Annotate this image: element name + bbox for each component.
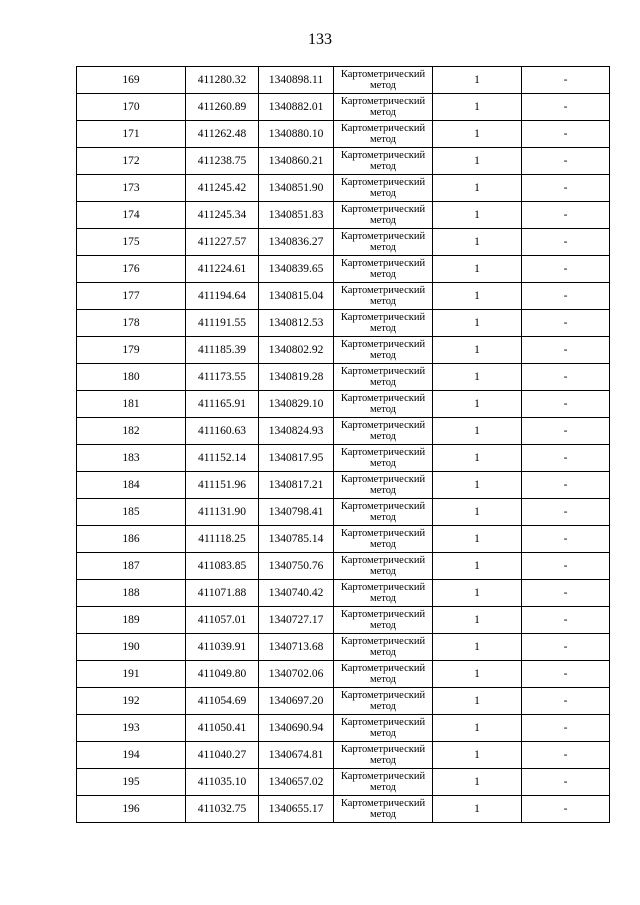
- accuracy-cell: 1: [433, 283, 522, 310]
- table-row: [77, 661, 610, 688]
- description-cell: -: [522, 256, 610, 283]
- accuracy-cell: 1: [433, 499, 522, 526]
- y-coordinate-cell: 1340880.10: [259, 121, 334, 148]
- accuracy-cell: 1: [433, 472, 522, 499]
- x-coordinate-cell: 411152.14: [186, 445, 259, 472]
- method-cell: Картометрический метод: [334, 769, 433, 796]
- method-cell: Картометрический метод: [334, 121, 433, 148]
- description-cell: -: [522, 499, 610, 526]
- description-cell: -: [522, 148, 610, 175]
- table-row: [77, 337, 610, 364]
- method-cell: Картометрический метод: [334, 553, 433, 580]
- table-row: [77, 688, 610, 715]
- method-cell: Картометрический метод: [334, 283, 433, 310]
- point-number-cell: 174: [77, 202, 186, 229]
- accuracy-cell: 1: [433, 229, 522, 256]
- table-row: [77, 769, 610, 796]
- point-number-cell: 194: [77, 742, 186, 769]
- table-row: [77, 445, 610, 472]
- x-coordinate-cell: 411050.41: [186, 715, 259, 742]
- table-row: [77, 742, 610, 769]
- point-number-cell: 179: [77, 337, 186, 364]
- accuracy-cell: 1: [433, 175, 522, 202]
- y-coordinate-cell: 1340815.04: [259, 283, 334, 310]
- description-cell: -: [522, 553, 610, 580]
- x-coordinate-cell: 411165.91: [186, 391, 259, 418]
- description-cell: -: [522, 391, 610, 418]
- method-cell: Картометрический метод: [334, 67, 433, 94]
- y-coordinate-cell: 1340882.01: [259, 94, 334, 121]
- point-number-cell: 186: [77, 526, 186, 553]
- y-coordinate-cell: 1340697.20: [259, 688, 334, 715]
- x-coordinate-cell: 411071.88: [186, 580, 259, 607]
- point-number-cell: 195: [77, 769, 186, 796]
- accuracy-cell: 1: [433, 121, 522, 148]
- x-coordinate-cell: 411245.42: [186, 175, 259, 202]
- table-row: [77, 121, 610, 148]
- y-coordinate-cell: 1340657.02: [259, 769, 334, 796]
- point-number-cell: 182: [77, 418, 186, 445]
- description-cell: -: [522, 337, 610, 364]
- point-number-cell: 180: [77, 364, 186, 391]
- point-number-cell: 170: [77, 94, 186, 121]
- table-row: [77, 67, 610, 94]
- point-number-cell: 181: [77, 391, 186, 418]
- y-coordinate-cell: 1340851.90: [259, 175, 334, 202]
- x-coordinate-cell: 411191.55: [186, 310, 259, 337]
- x-coordinate-cell: 411245.34: [186, 202, 259, 229]
- y-coordinate-cell: 1340802.92: [259, 337, 334, 364]
- x-coordinate-cell: 411280.32: [186, 67, 259, 94]
- x-coordinate-cell: 411224.61: [186, 256, 259, 283]
- y-coordinate-cell: 1340839.65: [259, 256, 334, 283]
- point-number-cell: 171: [77, 121, 186, 148]
- x-coordinate-cell: 411040.27: [186, 742, 259, 769]
- table-row: [77, 310, 610, 337]
- description-cell: -: [522, 175, 610, 202]
- y-coordinate-cell: 1340829.10: [259, 391, 334, 418]
- method-cell: Картометрический метод: [334, 688, 433, 715]
- accuracy-cell: 1: [433, 67, 522, 94]
- x-coordinate-cell: 411131.90: [186, 499, 259, 526]
- point-number-cell: 184: [77, 472, 186, 499]
- accuracy-cell: 1: [433, 715, 522, 742]
- description-cell: -: [522, 607, 610, 634]
- y-coordinate-cell: 1340898.11: [259, 67, 334, 94]
- point-number-cell: 188: [77, 580, 186, 607]
- description-cell: -: [522, 526, 610, 553]
- description-cell: -: [522, 796, 610, 823]
- accuracy-cell: 1: [433, 607, 522, 634]
- point-number-cell: 185: [77, 499, 186, 526]
- table-row: [77, 580, 610, 607]
- description-cell: -: [522, 67, 610, 94]
- accuracy-cell: 1: [433, 580, 522, 607]
- y-coordinate-cell: 1340812.53: [259, 310, 334, 337]
- x-coordinate-cell: 411118.25: [186, 526, 259, 553]
- accuracy-cell: 1: [433, 742, 522, 769]
- description-cell: -: [522, 634, 610, 661]
- method-cell: Картометрический метод: [334, 499, 433, 526]
- method-cell: Картометрический метод: [334, 715, 433, 742]
- description-cell: -: [522, 229, 610, 256]
- description-cell: -: [522, 580, 610, 607]
- table-row: [77, 472, 610, 499]
- point-number-cell: 183: [77, 445, 186, 472]
- y-coordinate-cell: 1340690.94: [259, 715, 334, 742]
- y-coordinate-cell: 1340785.14: [259, 526, 334, 553]
- point-number-cell: 189: [77, 607, 186, 634]
- method-cell: Картометрический метод: [334, 526, 433, 553]
- accuracy-cell: 1: [433, 445, 522, 472]
- table-row: [77, 796, 610, 823]
- point-number-cell: 191: [77, 661, 186, 688]
- method-cell: Картометрический метод: [334, 742, 433, 769]
- y-coordinate-cell: 1340750.76: [259, 553, 334, 580]
- table-row: [77, 499, 610, 526]
- description-cell: -: [522, 94, 610, 121]
- table-row: [77, 256, 610, 283]
- accuracy-cell: 1: [433, 391, 522, 418]
- x-coordinate-cell: 411262.48: [186, 121, 259, 148]
- accuracy-cell: 1: [433, 526, 522, 553]
- description-cell: -: [522, 121, 610, 148]
- accuracy-cell: 1: [433, 418, 522, 445]
- accuracy-cell: 1: [433, 94, 522, 121]
- accuracy-cell: 1: [433, 634, 522, 661]
- y-coordinate-cell: 1340851.83: [259, 202, 334, 229]
- method-cell: Картометрический метод: [334, 472, 433, 499]
- y-coordinate-cell: 1340817.95: [259, 445, 334, 472]
- description-cell: -: [522, 661, 610, 688]
- y-coordinate-cell: 1340819.28: [259, 364, 334, 391]
- table-row: [77, 94, 610, 121]
- y-coordinate-cell: 1340824.93: [259, 418, 334, 445]
- description-cell: -: [522, 310, 610, 337]
- method-cell: Картометрический метод: [334, 661, 433, 688]
- method-cell: Картометрический метод: [334, 391, 433, 418]
- x-coordinate-cell: 411057.01: [186, 607, 259, 634]
- point-number-cell: 178: [77, 310, 186, 337]
- table-row: [77, 283, 610, 310]
- coordinates-table: [76, 66, 610, 823]
- table-row: [77, 391, 610, 418]
- method-cell: Картометрический метод: [334, 202, 433, 229]
- description-cell: -: [522, 283, 610, 310]
- description-cell: -: [522, 715, 610, 742]
- method-cell: Картометрический метод: [334, 94, 433, 121]
- x-coordinate-cell: 411185.39: [186, 337, 259, 364]
- x-coordinate-cell: 411260.89: [186, 94, 259, 121]
- point-number-cell: 169: [77, 67, 186, 94]
- x-coordinate-cell: 411054.69: [186, 688, 259, 715]
- x-coordinate-cell: 411035.10: [186, 769, 259, 796]
- point-number-cell: 192: [77, 688, 186, 715]
- table-row: [77, 418, 610, 445]
- y-coordinate-cell: 1340836.27: [259, 229, 334, 256]
- description-cell: -: [522, 418, 610, 445]
- x-coordinate-cell: 411151.96: [186, 472, 259, 499]
- table-row: [77, 175, 610, 202]
- description-cell: -: [522, 472, 610, 499]
- accuracy-cell: 1: [433, 202, 522, 229]
- table-row: [77, 607, 610, 634]
- x-coordinate-cell: 411227.57: [186, 229, 259, 256]
- accuracy-cell: 1: [433, 148, 522, 175]
- table-row: [77, 148, 610, 175]
- table-row: [77, 526, 610, 553]
- y-coordinate-cell: 1340655.17: [259, 796, 334, 823]
- table-row: [77, 553, 610, 580]
- page-number: 133: [308, 31, 332, 48]
- table-row: [77, 364, 610, 391]
- x-coordinate-cell: 411039.91: [186, 634, 259, 661]
- accuracy-cell: 1: [433, 310, 522, 337]
- x-coordinate-cell: 411173.55: [186, 364, 259, 391]
- description-cell: -: [522, 769, 610, 796]
- point-number-cell: 177: [77, 283, 186, 310]
- table-row: [77, 202, 610, 229]
- description-cell: -: [522, 202, 610, 229]
- accuracy-cell: 1: [433, 337, 522, 364]
- x-coordinate-cell: 411049.80: [186, 661, 259, 688]
- table-row: [77, 229, 610, 256]
- x-coordinate-cell: 411194.64: [186, 283, 259, 310]
- point-number-cell: 190: [77, 634, 186, 661]
- accuracy-cell: 1: [433, 553, 522, 580]
- method-cell: Картометрический метод: [334, 337, 433, 364]
- table-row: [77, 634, 610, 661]
- y-coordinate-cell: 1340713.68: [259, 634, 334, 661]
- method-cell: Картометрический метод: [334, 310, 433, 337]
- point-number-cell: 176: [77, 256, 186, 283]
- point-number-cell: 172: [77, 148, 186, 175]
- method-cell: Картометрический метод: [334, 229, 433, 256]
- y-coordinate-cell: 1340798.41: [259, 499, 334, 526]
- y-coordinate-cell: 1340727.17: [259, 607, 334, 634]
- accuracy-cell: 1: [433, 796, 522, 823]
- table-row: [77, 715, 610, 742]
- description-cell: -: [522, 364, 610, 391]
- coordinates-table-body: [77, 67, 610, 823]
- accuracy-cell: 1: [433, 688, 522, 715]
- point-number-cell: 173: [77, 175, 186, 202]
- accuracy-cell: 1: [433, 364, 522, 391]
- method-cell: Картометрический метод: [334, 418, 433, 445]
- x-coordinate-cell: 411238.75: [186, 148, 259, 175]
- x-coordinate-cell: 411032.75: [186, 796, 259, 823]
- y-coordinate-cell: 1340740.42: [259, 580, 334, 607]
- method-cell: Картометрический метод: [334, 445, 433, 472]
- method-cell: Картометрический метод: [334, 607, 433, 634]
- x-coordinate-cell: 411083.85: [186, 553, 259, 580]
- accuracy-cell: 1: [433, 769, 522, 796]
- method-cell: Картометрический метод: [334, 364, 433, 391]
- description-cell: -: [522, 742, 610, 769]
- y-coordinate-cell: 1340674.81: [259, 742, 334, 769]
- accuracy-cell: 1: [433, 256, 522, 283]
- y-coordinate-cell: 1340817.21: [259, 472, 334, 499]
- point-number-cell: 175: [77, 229, 186, 256]
- method-cell: Картометрический метод: [334, 148, 433, 175]
- method-cell: Картометрический метод: [334, 796, 433, 823]
- method-cell: Картометрический метод: [334, 634, 433, 661]
- method-cell: Картометрический метод: [334, 175, 433, 202]
- description-cell: -: [522, 445, 610, 472]
- point-number-cell: 193: [77, 715, 186, 742]
- x-coordinate-cell: 411160.63: [186, 418, 259, 445]
- point-number-cell: 187: [77, 553, 186, 580]
- point-number-cell: 196: [77, 796, 186, 823]
- accuracy-cell: 1: [433, 661, 522, 688]
- method-cell: Картометрический метод: [334, 580, 433, 607]
- y-coordinate-cell: 1340702.06: [259, 661, 334, 688]
- description-cell: -: [522, 688, 610, 715]
- y-coordinate-cell: 1340860.21: [259, 148, 334, 175]
- method-cell: Картометрический метод: [334, 256, 433, 283]
